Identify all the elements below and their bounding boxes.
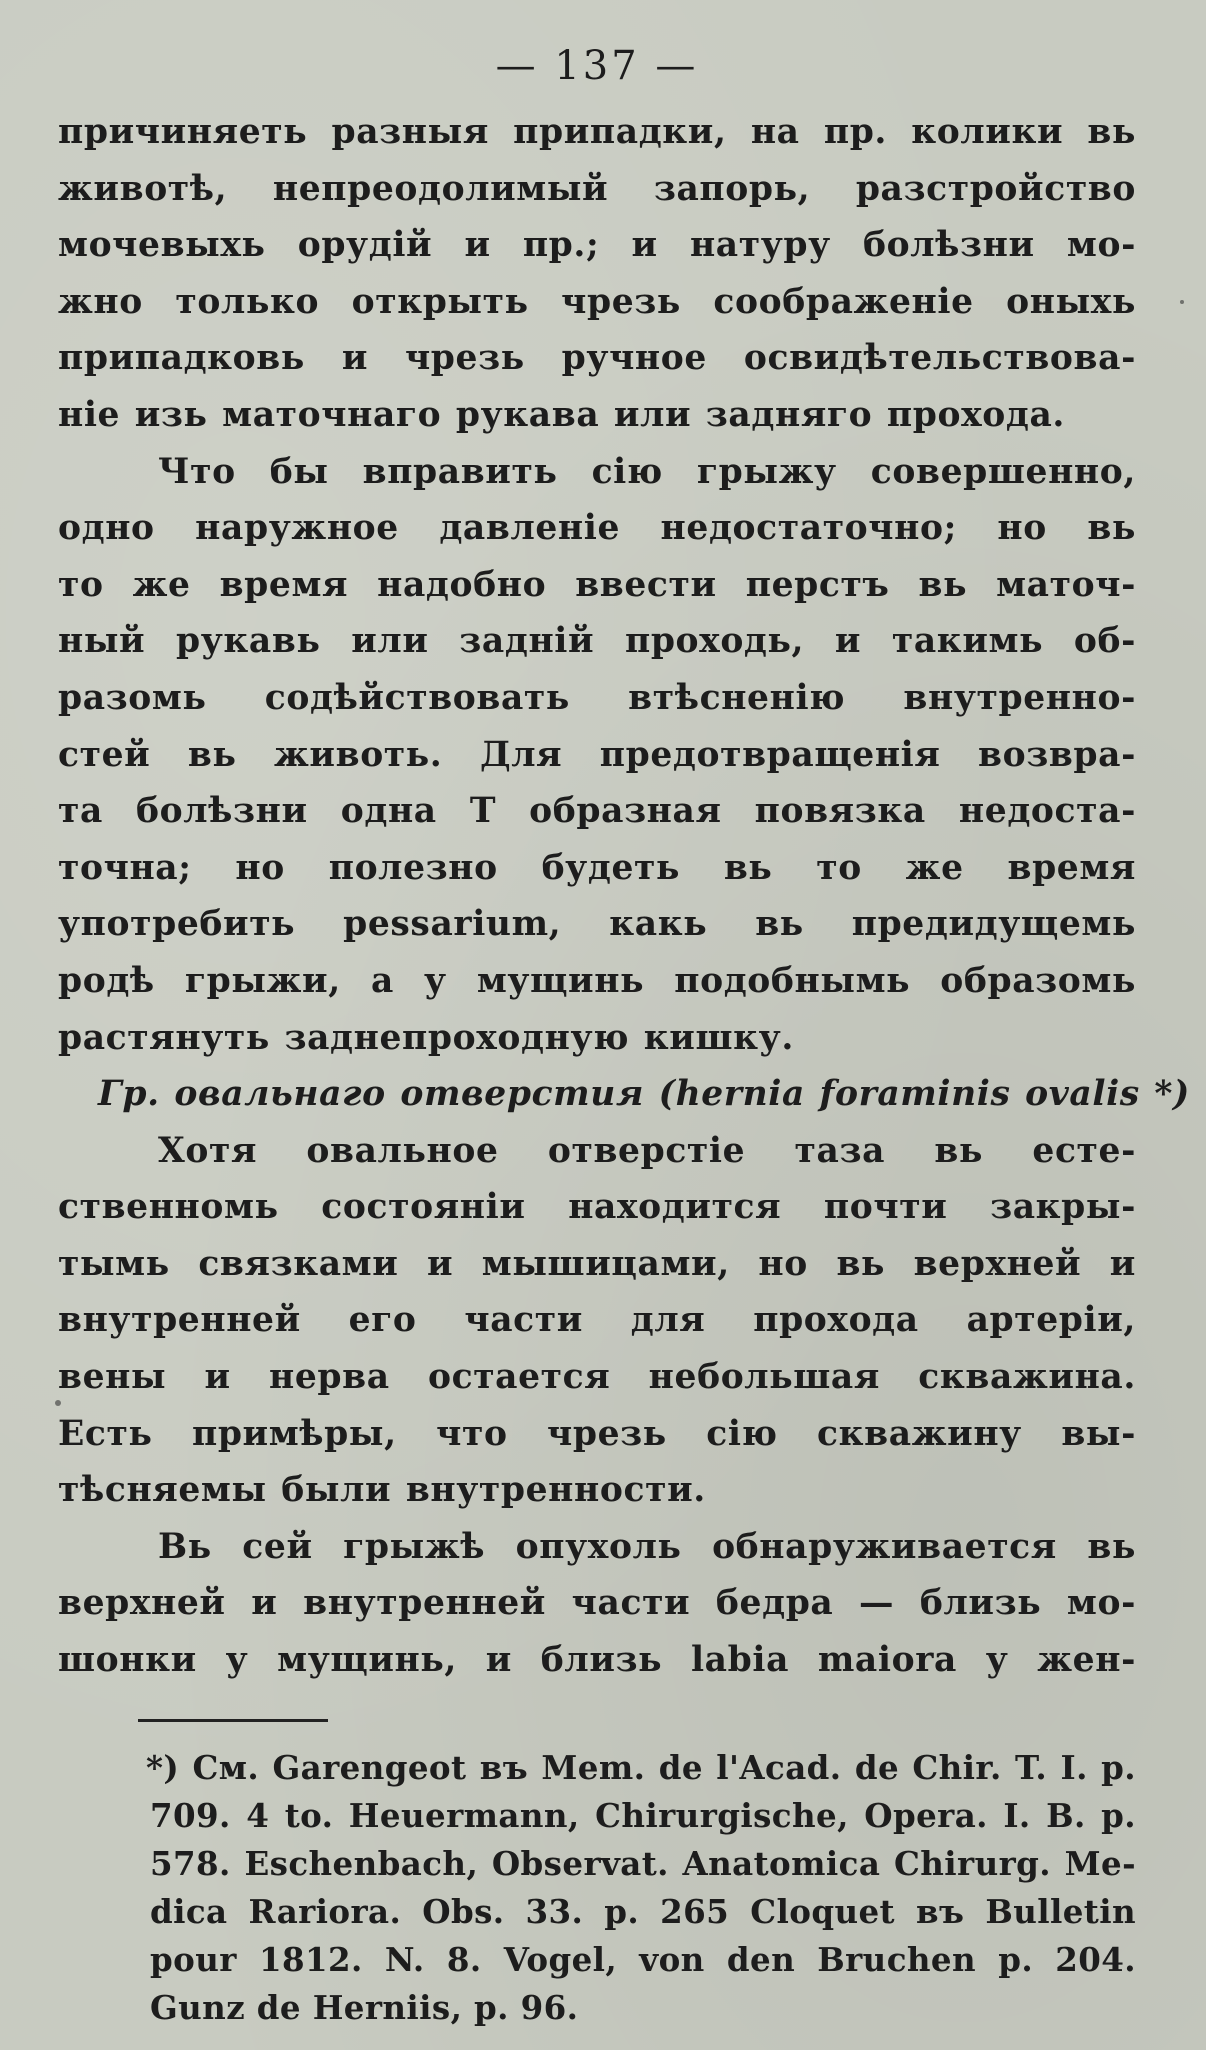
ink-speck xyxy=(1180,300,1184,304)
text-line: Вь сей грыжѣ опухоль обнаруживается вь xyxy=(158,1526,1136,1567)
text-line: Гр. овальнаго отверстия (hernia foraminis ovalis *) xyxy=(98,1074,1190,1115)
text-line: разомь содѣйствовать втѣсненію внутренно- xyxy=(58,677,1136,718)
footnote-line: *) См. Garengeot въ Mem. de l'Acad. de Chir. T. I. p. xyxy=(146,1747,1136,1787)
ink-speck xyxy=(55,1400,61,1406)
page-number: — 137 — xyxy=(495,43,699,89)
text-line: шонки у мущинь, и близь labia maiora у жен- xyxy=(58,1640,1136,1681)
text-line: Что бы вправить сію грыжу совершенно, xyxy=(158,451,1136,492)
footnote xyxy=(58,1744,1136,2032)
text-line: жно только открыть чрезь соображеніе оныхь xyxy=(58,281,1136,322)
text-line: ственномь состояніи находится почти закры- xyxy=(58,1187,1136,1228)
body-text xyxy=(58,104,1190,1689)
footnote-line: 578. Eschenbach, Observat. Anatomica Chirurg. Me- xyxy=(150,1843,1136,1883)
text-line: ніе изь маточнаго рукава или задняго прохода. xyxy=(58,394,1066,435)
text-line: животѣ, непреодолимый запорь, разстройство xyxy=(58,168,1136,209)
text-line: тымь связками и мышицами, но вь верхней и xyxy=(58,1243,1136,1284)
text-line: причиняеть разныя припадки, на пр. колики вь xyxy=(58,112,1136,152)
text-line: припадковь и чрезь ручное освидѣтельствова- xyxy=(58,338,1136,379)
footnote-line: pour 1812. N. 8. Vogel, von den Bruchen p. 204. xyxy=(150,1939,1136,1979)
text-line: Есть примѣры, что чрезь сію скважину вы- xyxy=(58,1413,1136,1454)
text-line: стей вь животь. Для предотвращенія возвра- xyxy=(58,734,1136,775)
text-line: то же время надобно ввести перстъ вь маточ- xyxy=(58,564,1136,605)
footnote-line: Gunz de Herniis, p. 96. xyxy=(150,1987,579,2027)
text-line: растянуть заднепроходную кишку. xyxy=(58,1017,794,1058)
footnote-line: dica Rariora. Obs. 33. p. 265 Cloquet въ Bulletin xyxy=(150,1891,1136,1931)
text-line: одно наружное давленіе недостаточно; но вь xyxy=(58,508,1136,549)
text-line: родѣ грыжи, а у мущинь подобнымь образомь xyxy=(58,960,1136,1001)
text-line: вены и нерва остается небольшая скважина. xyxy=(58,1357,1136,1398)
text-line: мочевыхь орудій и пр.; и натуру болѣзни мо- xyxy=(58,225,1136,266)
text-line: та болѣзни одна Т образная повязка недоста- xyxy=(58,791,1136,832)
text-line: внутренней его части для прохода артеріи, xyxy=(58,1300,1136,1341)
text-line: точна; но полезно будеть вь то же время xyxy=(58,847,1136,888)
text-line: тѣсняемы были внутренности. xyxy=(58,1470,706,1511)
footnote-divider xyxy=(138,1719,328,1722)
text-line: верхней и внутренней части бедра — близь мо- xyxy=(58,1583,1136,1624)
text-line: употребить pessarium, какь вь предидущемь xyxy=(58,904,1136,945)
text-line: ный рукавь или задній проходь, и такимь об- xyxy=(58,621,1136,662)
footnote-line: 709. 4 to. Heuermann, Chirurgische, Opera. I. B. p. xyxy=(150,1795,1136,1835)
text-line: Хотя овальное отверстіе таза вь есте- xyxy=(158,1130,1136,1171)
